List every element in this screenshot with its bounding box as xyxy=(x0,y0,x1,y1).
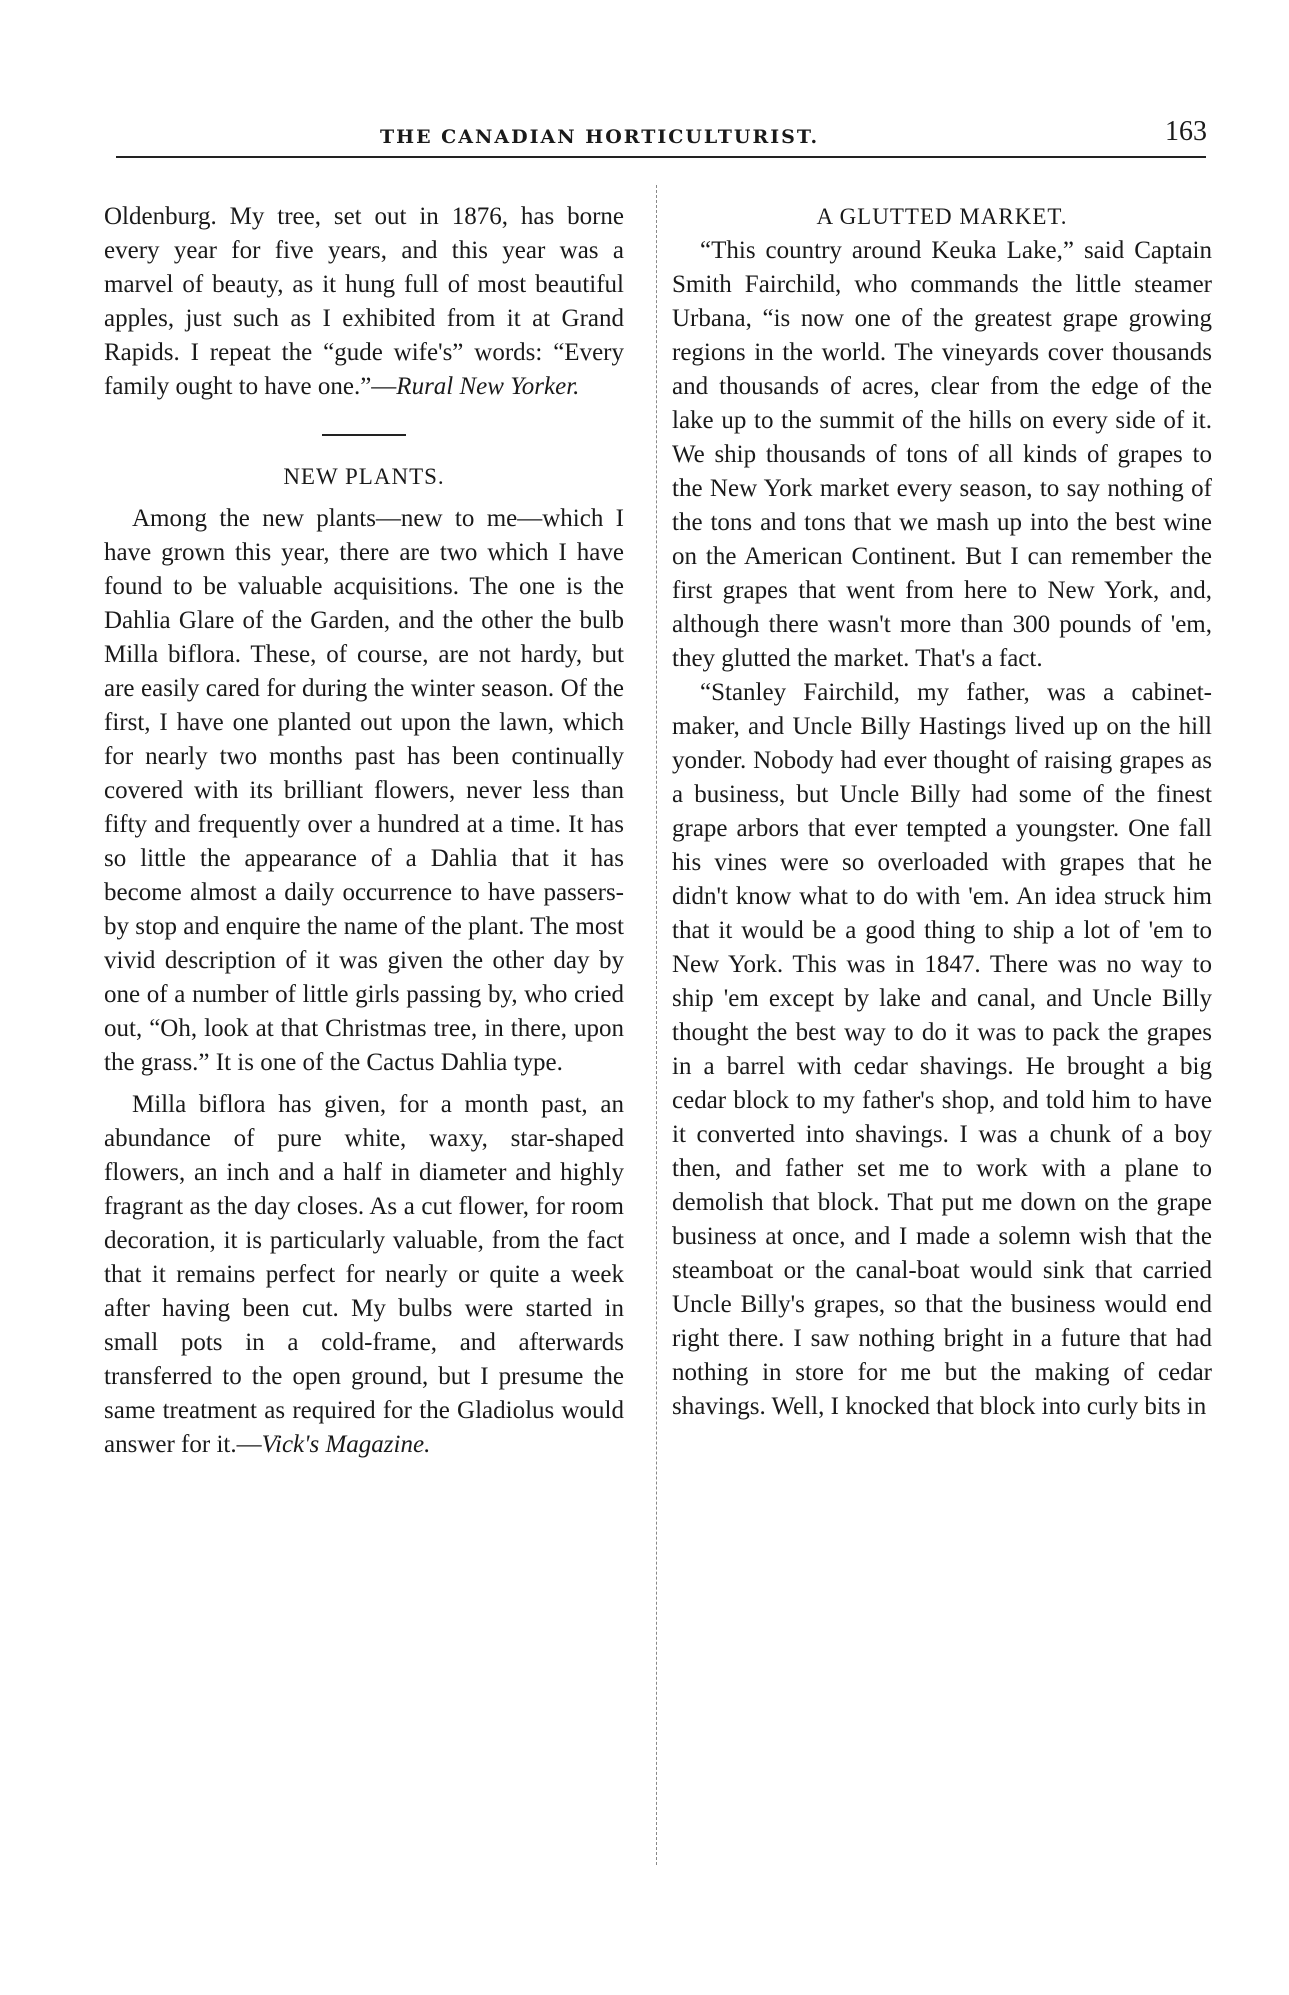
page-number: 163 xyxy=(1165,116,1207,147)
continued-paragraph-text: Oldenburg. My tree, set out in 1876, has borne every year for five years, and this year was a marvel of beauty, as it hung full of most beautiful apples, just such as I exhibited from it at Grand Rapids. I repeat the “gude wife's” words: “Every family ought to have one.”— xyxy=(104,203,624,400)
article-title-glutted-market: A GLUTTED MARKET. xyxy=(816,204,1068,229)
glutted-market-paragraph-1: “This country around Keuka Lake,” said Captain Smith Fairchild, who commands the little steamer Urbana, “is now one of the greatest grape growing regions in the world. The vineyards cover thousands and thousands of acres, clear from the edge of the lake up to the summit of the hills on every side of it. We ship thousands of tons of all kinds of grapes to the New York market every season, to say nothing of the tons and tons that we mash up into the best wine on the American Continent. But I can remember the first grapes that went from here to New York, and, although there wasn't more than 300 pounds of 'em, they glutted the market. That's a fact. xyxy=(672,237,1212,672)
right-column xyxy=(672,200,1212,1424)
new-plants-paragraph-2-text: Milla biflora has given, for a month past, an abundance of pure white, waxy, star-shaped flowers, an inch and a half in diameter and highly fragrant as the day closes. As a cut flower, for room decoration, it is particularly valuable, from the fact that it remains perfect for nearly or quite a week after having been cut. My bulbs were started in small pots in a cold-frame, and afterwards transferred to the open ground, but I presume the same treatment as required for the Gladiolus would answer for it.— xyxy=(104,1091,624,1458)
header-rule xyxy=(116,156,1206,158)
new-plants-paragraph-2 xyxy=(104,1088,624,1462)
article-separator xyxy=(322,434,406,436)
article-title-new-plants: NEW PLANTS. xyxy=(283,464,445,489)
continued-source: Rural New Yorker. xyxy=(396,373,580,400)
running-title: THE CANADIAN HORTICULTURIST. xyxy=(380,126,820,148)
new-plants-source: Vick's Magazine. xyxy=(261,1431,431,1458)
glutted-market-paragraph-2: “Stanley Fairchild, my father, was a cabinet-maker, and Uncle Billy Hastings lived up on the hill yonder. Nobody had ever thought of raising grapes as a business, but Uncle Billy had some of the finest grape arbors that ever tempted a youngster. One fall his vines were so overloaded with grapes that he didn't know what to do with 'em. An idea struck him that it would be a good thing to ship a lot of 'em to New York. This was in 1847. There was no way to ship 'em except by lake and canal, and Uncle Billy thought the best way to do it was to pack the grapes in a barrel with cedar shavings. He brought a big cedar block to my father's shop, and told him to have it converted into shavings. I was a chunk of a boy then, and father set me to work with a plane to demolish that block. That put me down on the grape business at once, and I made a solemn wish that the steamboat or the canal-boat would sink that carried Uncle Billy's grapes, so that the business would end right there. I saw nothing bright in a future that had nothing in store for me but the making of cedar shavings. Well, I knocked that block into curly bits in xyxy=(672,679,1212,1420)
continued-paragraph xyxy=(104,200,624,404)
column-divider xyxy=(656,185,657,1865)
left-column xyxy=(104,200,624,1462)
new-plants-paragraph-1: Among the new plants—new to me—which I have grown this year, there are two which I have found to be valuable acquisitions. The one is the Dahlia Glare of the Garden, and the other the bulb Milla biflora. These, of course, are not hardy, but are easily cared for during the winter season. Of the first, I have one planted out upon the lawn, which for nearly two months past has been continually covered with its brilliant flowers, never less than fifty and frequently over a hundred at a time. It has so little the appearance of a Dahlia that it has become almost a daily occurrence to have passers-by stop and enquire the name of the plant. The most vivid description of it was given the other day by one of a number of little girls passing by, who cried out, “Oh, look at that Christmas tree, in there, upon the grass.” It is one of the Cactus Dahlia type. xyxy=(104,505,624,1076)
